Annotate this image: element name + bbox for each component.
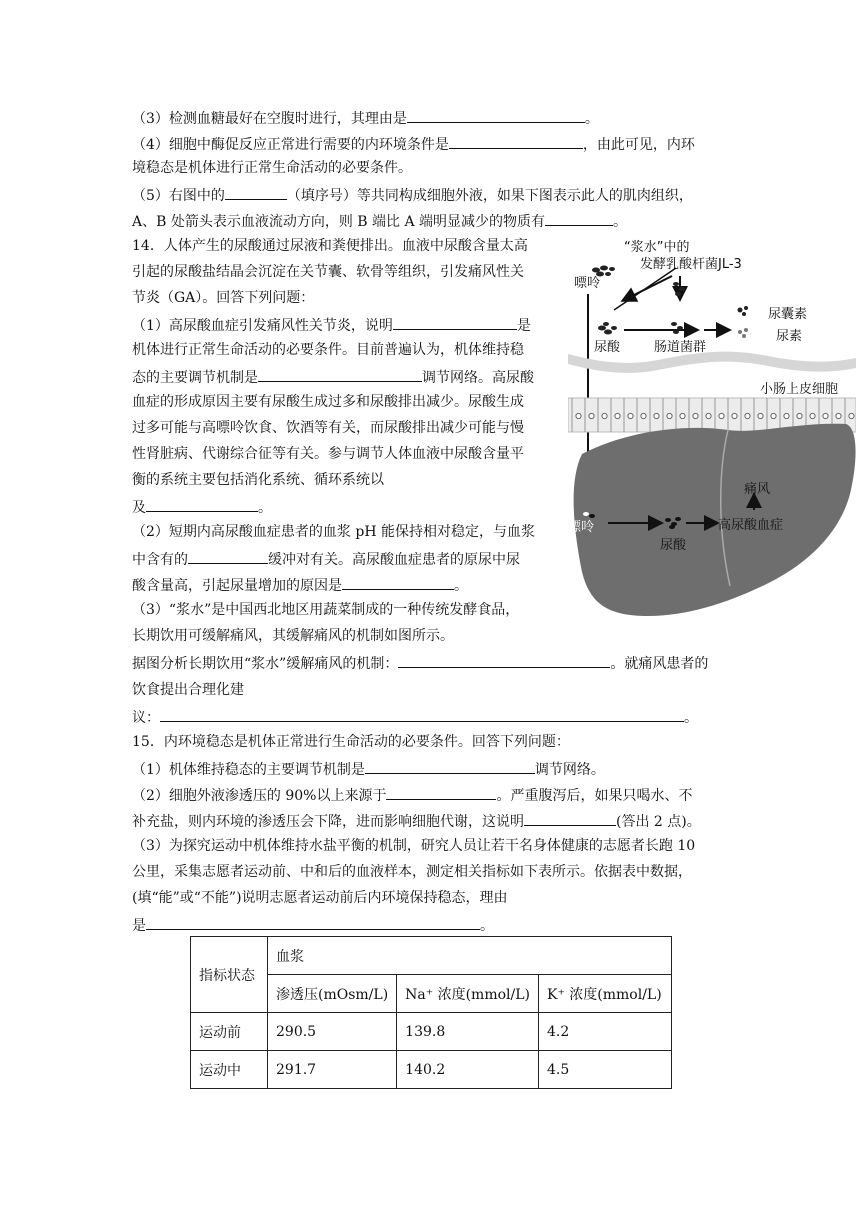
question-15-part1: （1）机体维持稳态的主要调节机制是 调节网络。 <box>132 758 605 780</box>
gout-label: 痛风 <box>744 482 771 497</box>
text-line: 饮食提出合理化建 <box>132 682 244 698</box>
text-line: 酸含量高，引起尿量增加的原因是 。 <box>132 574 468 596</box>
answer-blank[interactable] <box>393 314 517 330</box>
cell-nucleus <box>628 413 633 418</box>
text-line: 节炎（GA）。回答下列问题： <box>132 290 315 306</box>
answer-blank[interactable] <box>188 548 268 564</box>
question-13-part4: （4）细胞中酶促反应正常进行需要的内环境条件是 ，由此可见，内环 <box>132 133 695 155</box>
answer-blank[interactable] <box>365 758 535 774</box>
text-line: 衡的系统主要包括消化系统、循环系统以 <box>132 472 384 488</box>
table-cell: 291.7 <box>268 1051 397 1089</box>
table-row <box>191 1013 672 1051</box>
question-13-part3: （3）检测血糖最好在空腹时进行，其理由是 。 <box>132 107 599 129</box>
text-line: 议： 。 <box>132 706 698 728</box>
answer-blank[interactable] <box>225 184 287 200</box>
cell-nucleus <box>589 413 594 418</box>
text-line: (填“能”或“不能”)说明志愿者运动前后内环境保持稳态，理由 <box>132 890 508 906</box>
answer-blank[interactable] <box>449 133 583 149</box>
text-line: 境稳态是机体进行正常生命活动的必要条件。 <box>132 160 412 176</box>
cell-nucleus <box>771 413 776 418</box>
answer-blank[interactable] <box>386 784 496 800</box>
cell-nucleus <box>823 413 828 418</box>
text-line: 机体进行正常生命活动的必要条件。目前普遍认为，机体维持稳 <box>132 342 524 358</box>
cell-nucleus <box>758 413 763 418</box>
hyperuricemia-label: 高尿酸血症 <box>718 518 784 533</box>
plasma-data-table <box>190 936 672 1089</box>
urea-label: 尿素 <box>776 329 803 344</box>
text-line: 过多可能与高嘌呤饮食、饮酒等有关，而尿酸排出减少可能与慢 <box>132 420 524 436</box>
cell-nucleus <box>680 413 685 418</box>
cell-nucleus <box>732 413 737 418</box>
question-13-part5: （5）右图中的 （填序号）等共同构成细胞外液，如果下图表示此人的肌肉组织， <box>132 184 693 206</box>
answer-blank[interactable] <box>160 706 684 722</box>
cell-nucleus <box>615 413 620 418</box>
text-line: 血症的形成原因主要有尿酸生成过多和尿酸排出减少。尿酸生成 <box>132 394 524 410</box>
text-line: 中含有的 缓冲对有关。高尿酸血症患者的原尿中尿 <box>132 548 520 570</box>
text-line: 公里，采集志愿者运动前、中和后的血液样本，测定相关指标如下表所示。依据表中数据， <box>132 864 692 880</box>
cell-nucleus <box>654 413 659 418</box>
cell-nucleus <box>745 413 750 418</box>
question-14-part3: （3）“浆水”是中国西北地区用蔬菜制成的一种传统发酵食品， <box>132 602 520 618</box>
cell-nucleus <box>784 413 789 418</box>
question-14-intro: 14．人体产生的尿酸通过尿液和粪便排出。血液中尿酸含量太高 <box>132 238 528 254</box>
question-15-part3: （3）为探究运动中机体维持水盐平衡的机制，研究人员让若干名身体健康的志愿者长跑 10 <box>132 838 696 854</box>
answer-blank[interactable] <box>407 107 585 123</box>
table-cell: 140.2 <box>397 1051 539 1089</box>
arrow <box>624 276 672 300</box>
text-line: 引起的尿酸盐结晶会沉淀在关节囊、软骨等组织，引发痛风性关 <box>132 264 524 280</box>
row-label: 运动中 <box>191 1051 268 1089</box>
table-cell: 290.5 <box>268 1013 397 1051</box>
arrow <box>614 268 676 310</box>
table-cell: 139.8 <box>397 1013 539 1051</box>
cell-nucleus <box>810 413 815 418</box>
cell-nucleus <box>797 413 802 418</box>
text-line: 性肾脏病、代谢综合征等有关。参与调节人体血液中尿酸含量平 <box>132 446 524 462</box>
jiangshui-label: “浆水”中的 <box>624 240 690 255</box>
cell-nucleus <box>576 413 581 418</box>
liver-uric-acid-label: 尿酸 <box>660 538 687 553</box>
answer-blank[interactable] <box>258 366 422 382</box>
table-header: Na⁺ 浓度(mmol/L) <box>397 975 539 1013</box>
text-line: 是 。 <box>132 914 494 936</box>
answer-blank[interactable] <box>342 574 454 590</box>
question-14-part2: （2）短期内高尿酸血症患者的血浆 pH 能保持相对稳定，与血浆 <box>132 524 535 540</box>
table-corner-cell: 指标状态 <box>191 937 268 1013</box>
figure-drawing <box>568 232 856 620</box>
table-header: K⁺ 浓度(mmol/L) <box>539 975 672 1013</box>
liver-purine-label: 嘌呤 <box>568 520 595 535</box>
table-row <box>191 1051 672 1089</box>
gout-mechanism-figure <box>568 232 856 620</box>
cell-nucleus <box>706 413 711 418</box>
cell-nucleus <box>602 413 607 418</box>
liver-shape <box>574 424 856 616</box>
text-line: 据图分析长期饮用“浆水”缓解痛风的机制： 。就痛风患者的 <box>132 652 708 674</box>
answer-blank[interactable] <box>524 810 616 826</box>
intestinal-cells-label: 小肠上皮细胞 <box>760 382 839 397</box>
purine-label: 嘌呤 <box>574 276 601 291</box>
text-line: 补充盐，则内环境的渗透压会下降，进而影响细胞代谢，这说明 (答出 2 点)。 <box>132 810 701 832</box>
cell-nucleus <box>641 413 646 418</box>
question-15-intro: 15．内环境稳态是机体正常进行生命活动的必要条件。回答下列问题： <box>132 734 570 750</box>
cell-nucleus <box>719 413 724 418</box>
table-cell: 4.2 <box>539 1013 672 1051</box>
answer-blank[interactable] <box>146 496 258 512</box>
cell-nucleus <box>667 413 672 418</box>
table-cell: 4.5 <box>539 1051 672 1089</box>
table-group-header: 血浆 <box>268 937 672 975</box>
question-14-part1: （1）高尿酸血症引发痛风性关节炎，说明 是 <box>132 314 531 336</box>
text-line: A、B 处箭头表示血液流动方向，则 B 端比 A 端明显减少的物质有 。 <box>132 210 627 232</box>
uric-acid-label: 尿酸 <box>594 340 621 355</box>
table-header: 渗透压(mOsm/L) <box>268 975 397 1013</box>
answer-blank[interactable] <box>146 914 480 930</box>
text-line: 及 。 <box>132 496 272 518</box>
gut-flora-label: 肠道菌群 <box>654 340 707 355</box>
lactobacillus-label: 发酵乳酸杆菌JL-3 <box>640 257 742 272</box>
cell-nucleus <box>693 413 698 418</box>
answer-blank[interactable] <box>545 210 613 226</box>
cell-nucleus <box>836 413 841 418</box>
text-line: 长期饮用可缓解痛风，其缓解痛风的机制如图所示。 <box>132 628 454 644</box>
row-label: 运动前 <box>191 1013 268 1051</box>
text-line: 态的主要调节机制是 调节网络。高尿酸 <box>132 366 534 388</box>
answer-blank[interactable] <box>398 652 610 668</box>
allantoin-label: 尿囊素 <box>768 307 808 322</box>
question-15-part2: （2）细胞外液渗透压的 90%以上来源于 。严重腹泻后，如果只喝水、不 <box>132 784 692 806</box>
cell-nucleus <box>849 413 854 418</box>
